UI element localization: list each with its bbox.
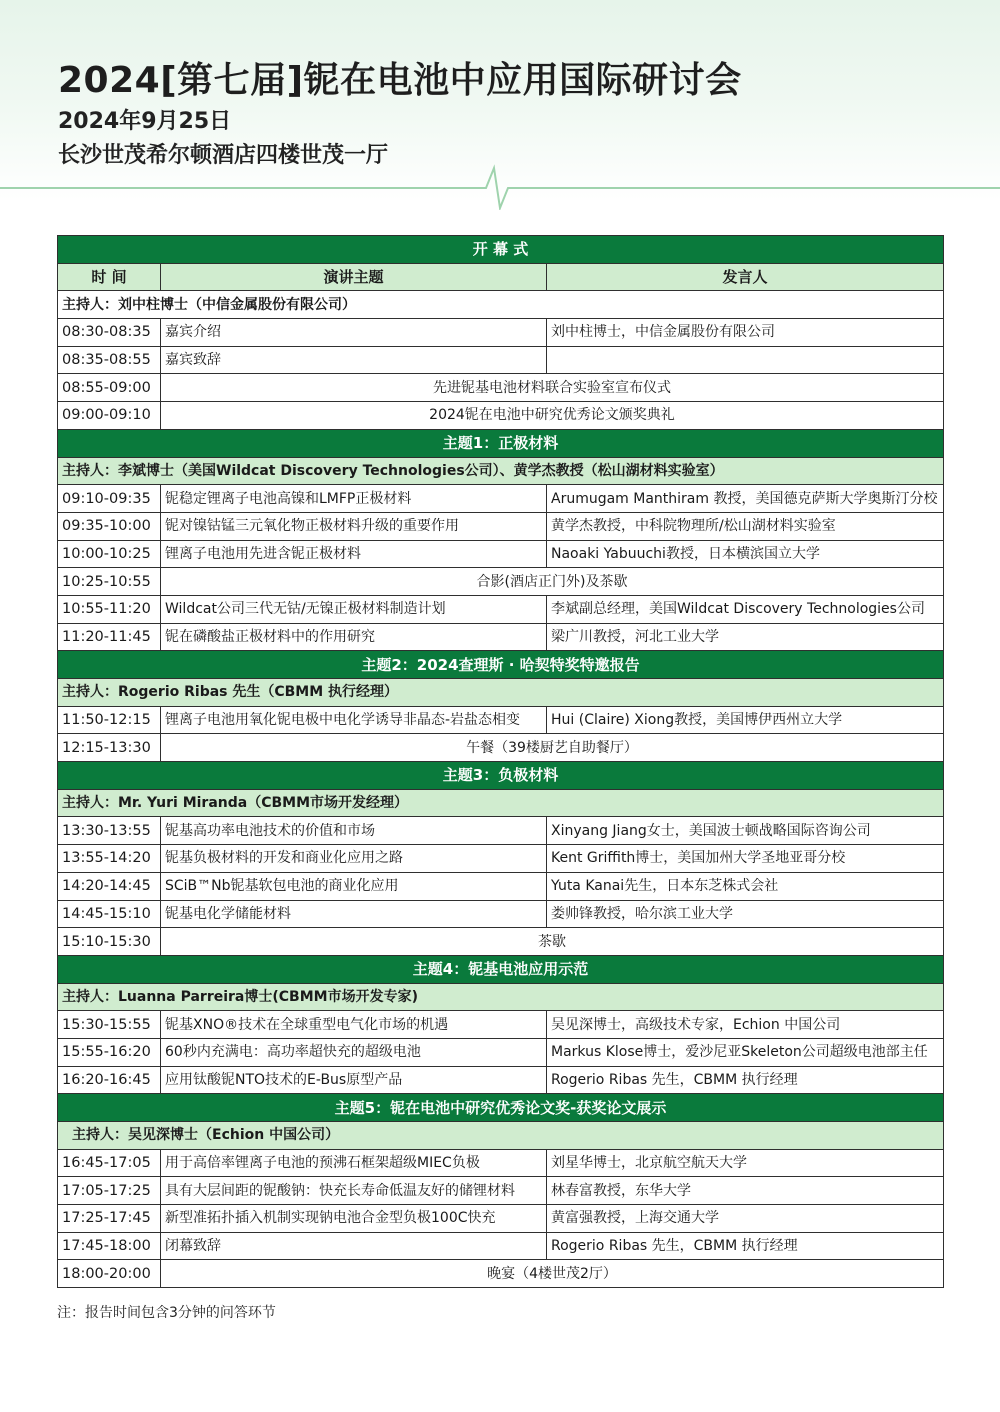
speaker-cell: Yuta Kanai先生，日本东芝株式会社 (547, 872, 944, 900)
agenda-row (58, 623, 944, 651)
speaker-cell: Hui (Claire) Xiong教授，美国博伊西州立大学 (547, 706, 944, 734)
host-row (58, 457, 944, 485)
agenda-row (58, 346, 944, 374)
agenda-row (58, 595, 944, 623)
agenda-body (58, 236, 944, 1288)
speaker-cell: 刘星华博士，北京航空航天大学 (547, 1149, 944, 1177)
topic-cell: 应用钛酸铌NTO技术的E-Bus原型产品 (161, 1066, 547, 1094)
host-row (58, 679, 944, 707)
section-row (58, 429, 944, 457)
host-label: 主持人：吴见深博士（Echion 中国公司） (58, 1122, 944, 1150)
time-cell: 17:25-17:45 (58, 1205, 161, 1233)
agenda-row (58, 845, 944, 873)
host-label: 主持人：刘中柱博士（中信金属股份有限公司） (58, 291, 944, 319)
time-cell: 16:45-17:05 (58, 1149, 161, 1177)
agenda-row (58, 1149, 944, 1177)
topic-cell: 锂离子电池用氧化铌电极中电化学诱导非晶态-岩盐态相变 (161, 706, 547, 734)
speaker-cell: Kent Griffith博士，美国加州大学圣地亚哥分校 (547, 845, 944, 873)
host-row (58, 1122, 944, 1150)
section-row (58, 651, 944, 679)
time-cell: 12:15-13:30 (58, 734, 161, 762)
topic-cell: 用于高倍率锂离子电池的预沸石框架超级MIEC负极 (161, 1149, 547, 1177)
event-cell: 合影(酒店正门外)及茶歇 (161, 568, 944, 596)
time-cell: 16:20-16:45 (58, 1066, 161, 1094)
speaker-cell: Rogerio Ribas 先生，CBMM 执行经理 (547, 1066, 944, 1094)
speaker-cell: 李斌副总经理，美国Wildcat Discovery Technologies公司 (547, 595, 944, 623)
section-row-opening (58, 236, 944, 264)
topic-cell: 嘉宾介绍 (161, 319, 547, 347)
column-header-topic: 演讲主题 (161, 263, 547, 291)
time-cell: 10:00-10:25 (58, 540, 161, 568)
event-venue: 长沙世茂希尔顿酒店四楼世茂一厅 (58, 143, 389, 168)
agenda-row (58, 1260, 944, 1288)
time-cell: 14:45-15:10 (58, 900, 161, 928)
topic-cell: 铌基负极材料的开发和商业化应用之路 (161, 845, 547, 873)
topic-cell: Wildcat公司三代无钴/无镍正极材料制造计划 (161, 595, 547, 623)
event-cell: 先进铌基电池材料联合实验室宣布仪式 (161, 374, 944, 402)
event-date: 2024年9月25日 (58, 109, 232, 134)
topic-cell: 嘉宾致辞 (161, 346, 547, 374)
section-title: 主题3：负极材料 (58, 762, 944, 790)
section-row (58, 955, 944, 983)
time-cell: 09:00-09:10 (58, 402, 161, 430)
agenda-row (58, 1066, 944, 1094)
agenda-row (58, 1205, 944, 1233)
time-cell: 17:45-18:00 (58, 1232, 161, 1260)
topic-cell: 60秒内充满电：高功率超快充的超级电池 (161, 1038, 547, 1066)
host-row (58, 983, 944, 1011)
speaker-cell: Rogerio Ribas 先生，CBMM 执行经理 (547, 1232, 944, 1260)
section-title: 主题1：正极材料 (58, 429, 944, 457)
time-cell: 14:20-14:45 (58, 872, 161, 900)
time-cell: 15:55-16:20 (58, 1038, 161, 1066)
section-row (58, 1094, 944, 1122)
agenda-row (58, 706, 944, 734)
topic-cell: 铌基电化学储能材料 (161, 900, 547, 928)
agenda-row (58, 872, 944, 900)
speaker-cell: 吴见深博士，高级技术专家，Echion 中国公司 (547, 1011, 944, 1039)
agenda-row (58, 485, 944, 513)
time-cell: 09:10-09:35 (58, 485, 161, 513)
agenda-row (58, 817, 944, 845)
speaker-cell: 黄学杰教授，中科院物理所/松山湖材料实验室 (547, 512, 944, 540)
speaker-cell: 林春富教授，东华大学 (547, 1177, 944, 1205)
host-label: 主持人：李斌博士（美国Wildcat Discovery Technologies公司）、黄学杰教授（松山湖材料实验室） (58, 457, 944, 485)
column-header-speaker: 发言人 (547, 263, 944, 291)
time-cell: 08:30-08:35 (58, 319, 161, 347)
time-cell: 10:55-11:20 (58, 595, 161, 623)
column-header-time: 时 间 (58, 263, 161, 291)
agenda-row (58, 402, 944, 430)
agenda-row (58, 1177, 944, 1205)
topic-cell: 闭幕致辞 (161, 1232, 547, 1260)
time-cell: 13:55-14:20 (58, 845, 161, 873)
time-cell: 08:35-08:55 (58, 346, 161, 374)
time-cell: 09:35-10:00 (58, 512, 161, 540)
event-cell: 晚宴（4楼世茂2厅） (161, 1260, 944, 1288)
event-cell: 午餐（39楼厨艺自助餐厅） (161, 734, 944, 762)
host-label: 主持人：Luanna Parreira博士(CBMM市场开发专家) (58, 983, 944, 1011)
footnote: 注：报告时间包含3分钟的问答环节 (57, 1305, 276, 1321)
topic-cell: 具有大层间距的铌酸钠：快充长寿命低温友好的储锂材料 (161, 1177, 547, 1205)
host-label: 主持人：Rogerio Ribas 先生（CBMM 执行经理） (58, 679, 944, 707)
agenda-row (58, 540, 944, 568)
topic-cell: SCiB™Nb铌基软包电池的商业化应用 (161, 872, 547, 900)
section-title: 开 幕 式 (58, 236, 944, 264)
speaker-cell: Arumugam Manthiram 教授，美国德克萨斯大学奥斯汀分校 (547, 485, 944, 513)
speaker-cell: Naoaki Yabuuchi教授，日本横滨国立大学 (547, 540, 944, 568)
section-row (58, 762, 944, 790)
time-cell: 10:25-10:55 (58, 568, 161, 596)
time-cell: 15:10-15:30 (58, 928, 161, 956)
topic-cell: 铌基XNO®技术在全球重型电气化市场的机遇 (161, 1011, 547, 1039)
time-cell: 17:05-17:25 (58, 1177, 161, 1205)
agenda-row (58, 928, 944, 956)
section-title: 主题2：2024查理斯 · 哈契特奖特邀报告 (58, 651, 944, 679)
topic-cell: 锂离子电池用先进含铌正极材料 (161, 540, 547, 568)
time-cell: 11:50-12:15 (58, 706, 161, 734)
agenda-row (58, 319, 944, 347)
agenda-row (58, 1011, 944, 1039)
agenda-row (58, 374, 944, 402)
agenda-table (57, 235, 944, 1288)
agenda-row (58, 734, 944, 762)
section-title: 主题4：铌基电池应用示范 (58, 955, 944, 983)
time-cell: 15:30-15:55 (58, 1011, 161, 1039)
topic-cell: 铌在磷酸盐正极材料中的作用研究 (161, 623, 547, 651)
speaker-cell (547, 346, 944, 374)
agenda-row (58, 900, 944, 928)
agenda-row (58, 568, 944, 596)
agenda-row (58, 512, 944, 540)
speaker-cell: 娄帅锋教授，哈尔滨工业大学 (547, 900, 944, 928)
speaker-cell: 刘中柱博士，中信金属股份有限公司 (547, 319, 944, 347)
speaker-cell: Xinyang Jiang女士，美国波士顿战略国际咨询公司 (547, 817, 944, 845)
column-header-row (58, 263, 944, 291)
host-row (58, 291, 944, 319)
topic-cell: 新型准拓扑插入机制实现钠电池合金型负极100C快充 (161, 1205, 547, 1233)
event-cell: 茶歇 (161, 928, 944, 956)
host-label: 主持人：Mr. Yuri Miranda（CBMM市场开发经理） (58, 789, 944, 817)
time-cell: 08:55-09:00 (58, 374, 161, 402)
topic-cell: 铌稳定锂离子电池高镍和LMFP正极材料 (161, 485, 547, 513)
section-title: 主题5：铌在电池中研究优秀论文奖-获奖论文展示 (58, 1094, 944, 1122)
topic-cell: 铌基高功率电池技术的价值和市场 (161, 817, 547, 845)
agenda-row (58, 1038, 944, 1066)
event-cell: 2024铌在电池中研究优秀论文颁奖典礼 (161, 402, 944, 430)
time-cell: 11:20-11:45 (58, 623, 161, 651)
speaker-cell: 梁广川教授，河北工业大学 (547, 623, 944, 651)
speaker-cell: 黄富强教授，上海交通大学 (547, 1205, 944, 1233)
host-row (58, 789, 944, 817)
agenda-row (58, 1232, 944, 1260)
time-cell: 18:00-20:00 (58, 1260, 161, 1288)
topic-cell: 铌对镍钴锰三元氧化物正极材料升级的重要作用 (161, 512, 547, 540)
speaker-cell: Markus Klose博士，爱沙尼亚Skeleton公司超级电池部主任 (547, 1038, 944, 1066)
page-title: 2024[第七届]铌在电池中应用国际研讨会 (58, 60, 742, 101)
time-cell: 13:30-13:55 (58, 817, 161, 845)
